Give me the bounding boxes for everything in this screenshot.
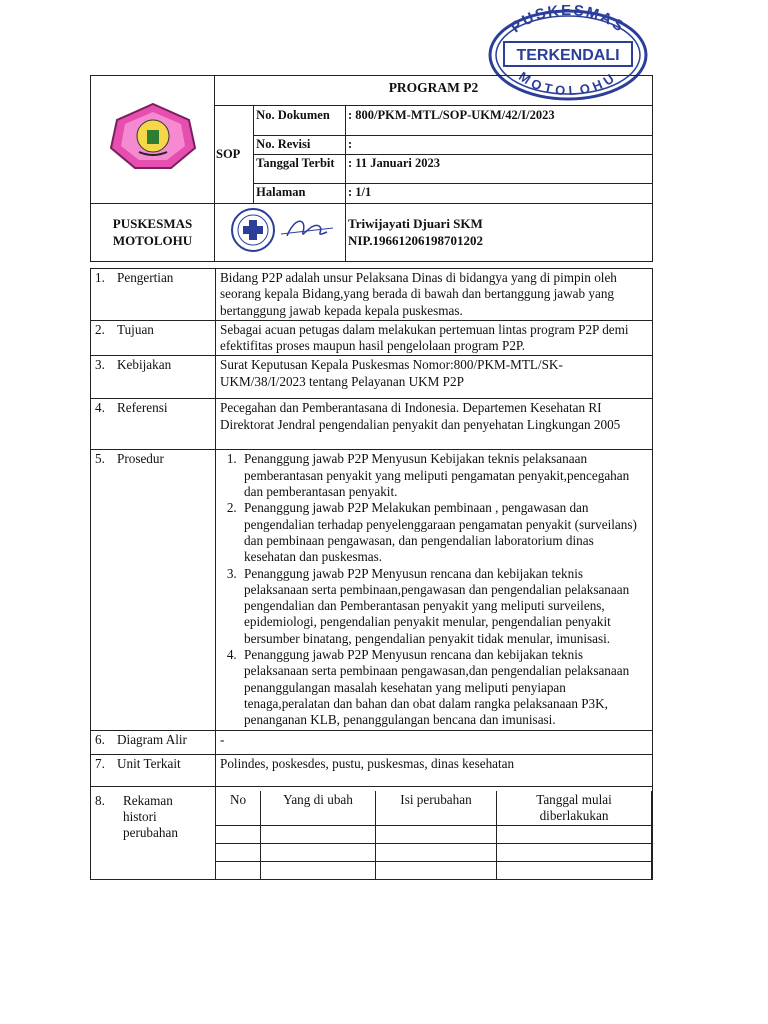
history-col-date: Tanggal mulai diberlakukan (497, 791, 652, 826)
program-title: PROGRAM P2 (215, 76, 653, 106)
section-row (91, 356, 653, 399)
health-office-seal-signature (215, 206, 345, 254)
page-label: Halaman (254, 184, 346, 203)
signature-cell (215, 203, 346, 262)
history-col-no: No (216, 791, 261, 826)
history-table (216, 791, 652, 880)
section-title: Prosedur (117, 451, 164, 467)
section-heading: 5. Prosedur (91, 450, 216, 730)
svg-text:PUSKESMAS: PUSKESMAS (507, 5, 629, 37)
section-text: Pecegahan dan Pemberantasana di Indonesia. Departemen Kesehatan RI Direktorat Jendral pengendalian penyakit dan penyehatan Lingkungan 2005 (216, 399, 653, 450)
procedure-list (220, 451, 648, 728)
procedure-step: 3. Penanggung jawab P2P Menyusun rencana dan kebijakan teknis pelaksanaan serta pembinaan,pengawasan dan pengendalian pelaksanaan pengendalian dan Pemberantasan penyakit yang meliputi surveilens, epidemiologi, pengendalian penyakit menular, pengendalian penyakit bersumber binatang, pengendalian penyakit tidak menular, imunisasi. (240, 566, 648, 647)
section-row (91, 786, 653, 880)
section-heading: 3. Kebijakan (91, 356, 216, 399)
signer-name: Triwijayati Djuari SKM (348, 216, 483, 232)
history-row (216, 826, 652, 844)
history-row (216, 862, 652, 880)
issue-date-label: Tanggal Terbit (254, 154, 346, 184)
revision-label: No. Revisi (254, 135, 346, 154)
revision-value: : (346, 135, 653, 154)
section-text: Bidang P2P adalah unsur Pelaksana Dinas di bidangya yang di pimpin oleh seorang kepala Bidang,yang berada di bawah dan bertanggung jawab yang bertanggung jawab kepada kepala puskesmas. (216, 269, 653, 321)
section-heading: 6. Diagram Alir (91, 730, 216, 754)
section-heading: 8. Rekaman histori perubahan (91, 786, 216, 880)
procedure-step: 1. Penanggung jawab P2P Menyusun Kebijakan teknis pelaksanaan pemberantasan penyakit yang meliputi pengamatan penyakit,pencegahan dan pemberantasan penyakit. (240, 451, 648, 500)
section-title: Unit Terkait (117, 755, 181, 771)
section-title: Rekaman histori perubahan (123, 792, 178, 841)
logo-cell (91, 76, 215, 204)
procedure-list-cell (216, 450, 653, 730)
doc-number-label: No. Dokumen (254, 105, 346, 135)
section-row (91, 754, 653, 786)
history-row (216, 844, 652, 862)
org-name-line-1: PUSKESMAS (112, 216, 193, 232)
history-col-content: Isi perubahan (376, 791, 497, 826)
svg-text:TERKENDALI: TERKENDALI (516, 47, 620, 64)
section-text: Sebagai acuan petugas dalam melakukan pertemuan lintas program P2P demi efektifitas proses maupun hasil pengelolaan program P2P. (216, 320, 653, 356)
section-heading: 1. Pengertian (91, 269, 216, 321)
section-text: - (216, 730, 653, 754)
regency-logo-icon (109, 102, 197, 172)
section-row (91, 399, 653, 450)
section-text: Polindes, poskesdes, pustu, puskesmas, dinas kesehatan (216, 754, 653, 786)
section-title: Kebijakan (117, 357, 172, 373)
section-text: Surat Keputusan Kepala Puskesmas Nomor:800/PKM-MTL/SK-UKM/38/I/2023 tentang Pelayanan UKM P2P (216, 356, 653, 399)
issue-date-value: : 11 Januari 2023 (346, 154, 653, 184)
svg-text:MOTOLOHU: MOTOLOHU (515, 68, 620, 99)
section-row (91, 730, 653, 754)
section-row (91, 320, 653, 356)
signer-nip: NIP.19661206198701202 (348, 233, 483, 249)
doc-number-value: : 800/PKM-MTL/SOP-UKM/42/I/2023 (346, 105, 653, 135)
section-heading: 2. Tujuan (91, 320, 216, 356)
history-col-changed: Yang di ubah (261, 791, 376, 826)
sop-header-table (90, 75, 653, 262)
sop-label: SOP (215, 105, 254, 203)
org-name-cell (91, 203, 215, 262)
procedure-step: 4. Penanggung jawab P2P Menyusun rencana dan kebijakan teknis pelaksanaan serta pembinaan pengawasan,dan pengendalian pelaksanaan penanggulangan masalah kesehatan yang meliputi penyiapan tenaga,peralatan dan bahan dan obat dalam rangka pelaksanaan P3K, penanganan KLB, penanggulangan bencana dan imunisasi. (240, 647, 648, 728)
history-cell (216, 786, 653, 880)
procedure-step: 2. Penanggung jawab P2P Melakukan pembinaan , pengawasan dan pengendalian terhadap penyelenggaraan pengamatan penyakit (surveilans) dan pembinaan pengawasan, dan pengendalian laboratorium dinas kesehatan dan puskesmas. (240, 500, 648, 565)
sop-content-table (90, 268, 653, 880)
section-title: Pengertian (117, 270, 174, 285)
signer-cell (346, 203, 653, 262)
section-row (91, 450, 653, 730)
page-value: : 1/1 (346, 184, 653, 203)
section-heading: 7. Unit Terkait (91, 754, 216, 786)
org-name-line-2: MOTOLOHU (112, 233, 193, 249)
section-title: Tujuan (117, 321, 154, 337)
section-row (91, 269, 653, 321)
section-title: Referensi (117, 400, 168, 416)
section-title: Diagram Alir (117, 731, 187, 747)
section-heading: 4. Referensi (91, 399, 216, 450)
